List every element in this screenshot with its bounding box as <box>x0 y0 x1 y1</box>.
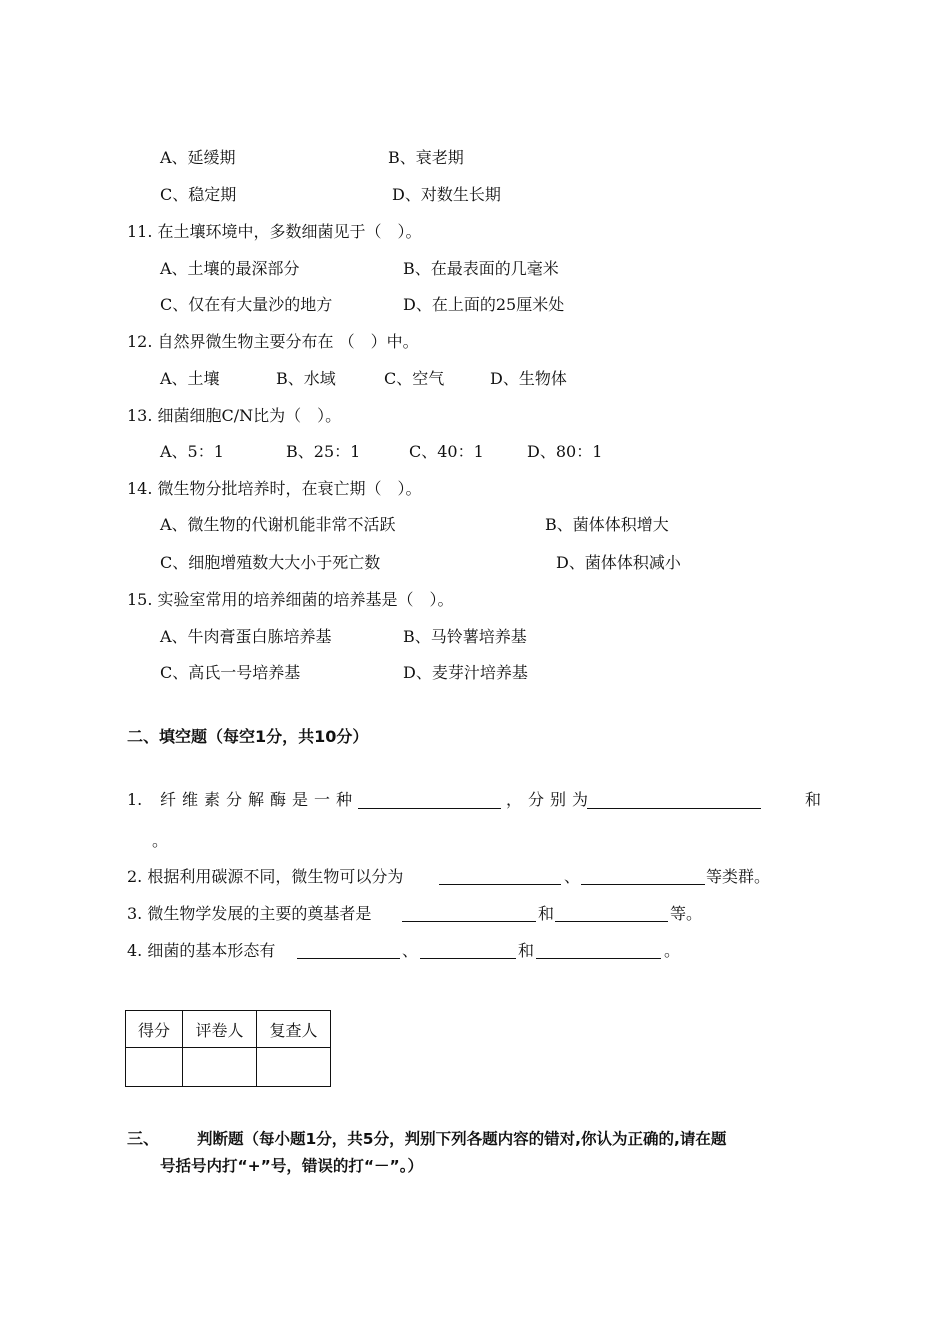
q13-stem: 13. 细菌细胞C/N比为（ ）。 <box>127 406 342 425</box>
q12-option-b: B、水域 <box>276 369 336 388</box>
q11-option-d: D、在上面的25厘米处 <box>403 295 565 314</box>
fill1-number: 1. <box>127 790 143 809</box>
q13-option-d: D、80：1 <box>527 442 603 461</box>
fill1-blank-2[interactable] <box>587 792 761 809</box>
fill1-end: 和 <box>805 790 822 809</box>
q14-option-d: D、菌体体积减小 <box>556 553 681 572</box>
section2-title: 二、填空题（每空1分，共10分） <box>127 727 369 746</box>
q15-option-a: A、牛肉膏蛋白胨培养基 <box>160 627 332 646</box>
q11-stem: 11. 在土壤环境中，多数细菌见于（ ）。 <box>127 222 422 241</box>
fill1-blank-1[interactable] <box>358 792 501 809</box>
q10-option-d: D、对数生长期 <box>392 185 501 204</box>
fill1-mid: ，分别为 <box>506 790 595 809</box>
fill2-blank-2[interactable] <box>581 868 705 885</box>
score-header-score: 得分 <box>126 1011 183 1048</box>
q12-option-d: D、生物体 <box>490 369 567 388</box>
q14-option-b: B、菌体体积增大 <box>545 515 669 534</box>
score-header-reviewer: 复查人 <box>257 1011 331 1048</box>
fill2-end: 等类群。 <box>706 867 771 886</box>
q14-option-a: A、微生物的代谢机能非常不活跃 <box>160 515 396 534</box>
q14-stem: 14. 微生物分批培养时，在衰亡期（ ）。 <box>127 479 422 498</box>
q11-option-c: C、仅在有大量沙的地方 <box>160 295 333 314</box>
q13-option-c: C、40：1 <box>409 442 484 461</box>
score-cell-grader[interactable] <box>183 1048 257 1087</box>
q10-option-a: A、延缓期 <box>160 148 236 167</box>
q12-stem: 12. 自然界微生物主要分布在 （ ）中。 <box>127 332 419 351</box>
fill2-blank-1[interactable] <box>439 868 561 885</box>
section3-number: 三、 <box>127 1129 160 1148</box>
q15-stem: 15. 实验室常用的培养细菌的培养基是（ ）。 <box>127 590 454 609</box>
section3-title-line2: 号括号内打“+”号，错误的打“－”。） <box>160 1157 423 1175</box>
score-cell-score[interactable] <box>126 1048 183 1087</box>
fill2-sep: 、 <box>564 867 581 886</box>
fill3-and: 和 <box>538 904 555 923</box>
score-table <box>125 1010 331 1087</box>
fill4-text: 4. 细菌的基本形态有 <box>127 941 276 960</box>
fill4-and: 和 <box>518 941 535 960</box>
fill4-end: 。 <box>664 941 681 960</box>
q11-option-b: B、在最表面的几毫米 <box>403 259 559 278</box>
fill2-text: 2. 根据利用碳源不同，微生物可以分为 <box>127 867 404 886</box>
fill4-blank-3[interactable] <box>536 942 661 959</box>
q12-option-a: A、土壤 <box>160 369 220 388</box>
q11-option-a: A、土壤的最深部分 <box>160 259 300 278</box>
score-header-grader: 评卷人 <box>183 1011 257 1048</box>
fill3-end: 等。 <box>670 904 703 923</box>
q15-option-b: B、马铃薯培养基 <box>403 627 527 646</box>
fill3-blank-2[interactable] <box>555 905 668 922</box>
fill3-blank-1[interactable] <box>402 905 536 922</box>
q14-option-c: C、细胞增殖数大大小于死亡数 <box>160 553 381 572</box>
q10-option-b: B、衰老期 <box>388 148 464 167</box>
q15-option-c: C、高氏一号培养基 <box>160 663 301 682</box>
fill1-text: 纤维素分解酶是一种 <box>160 790 359 809</box>
fill1-tail: 。 <box>152 831 169 850</box>
q10-option-c: C、稳定期 <box>160 185 237 204</box>
q15-option-d: D、麦芽汁培养基 <box>403 663 528 682</box>
section3-title-line1: 判断题（每小题1分，共5分，判别下列各题内容的错对,你认为正确的,请在题 <box>197 1130 727 1148</box>
q13-option-b: B、25：1 <box>286 442 361 461</box>
score-cell-reviewer[interactable] <box>257 1048 331 1087</box>
fill4-blank-2[interactable] <box>420 942 516 959</box>
fill4-blank-1[interactable] <box>297 942 400 959</box>
q13-option-a: A、5：1 <box>160 442 224 461</box>
fill3-text: 3. 微生物学发展的主要的奠基者是 <box>127 904 372 923</box>
fill4-sep: 、 <box>402 941 419 960</box>
q12-option-c: C、空气 <box>384 369 445 388</box>
